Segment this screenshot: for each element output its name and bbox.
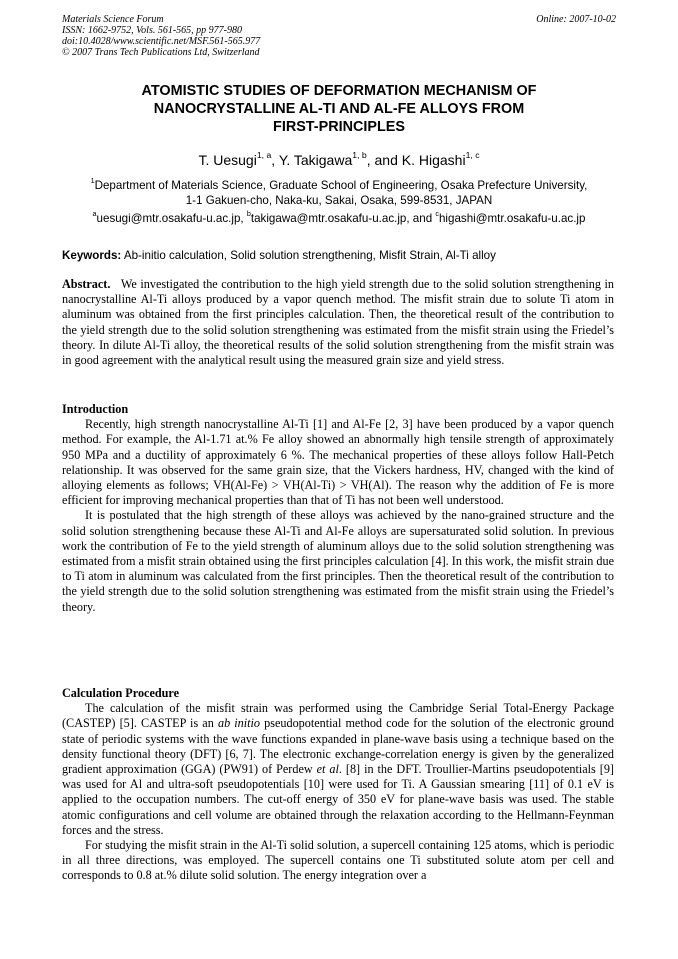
author-superscript: 1, b — [352, 150, 367, 161]
author-name: and K. Higashi — [374, 152, 466, 168]
email-superscript: c — [435, 209, 439, 219]
email-link[interactable]: uesugi@mtr.osakafu-u.ac.jp, — [96, 212, 244, 225]
affiliation-superscript: 1 — [90, 176, 95, 186]
introduction-section — [62, 402, 614, 615]
title-line-3: FIRST-PRINCIPLES — [273, 119, 405, 135]
affiliation-line-2: 1-1 Gakuen-cho, Naka-ku, Sakai, Osaka, 599-8531, JAPAN — [185, 194, 493, 207]
paragraph-text: The calculation of the misfit strain was performed using the Cambridge Serial Total-Energy Package (CASTEP) [5]. CASTEP is an — [62, 701, 614, 731]
affiliation-line-1: Department of Materials Science, Graduate School of Engineering, Osaka Prefecture University, — [94, 179, 588, 192]
author-name: Y. Takigawa — [278, 152, 353, 168]
title-line-1: ATOMISTIC STUDIES OF DEFORMATION MECHANISM OF — [141, 83, 537, 99]
section-heading: Introduction — [62, 402, 129, 416]
abstract-text: We investigated the contribution to the high yield strength due to the solid solution strengthening in nanocrystalline Al-Ti alloys produced by a vapor quench method. The misfit strain due to solute Ti atom in aluminum was obtained from the first principles calculation. Then, the theoretical result of the contribution to the yield strength due to the solid solution strengthening was estimated from the misfit strain using the Friedel’s theory. In dilute Al-Ti alloy, the theoretical results of the solid solution strengthening from the misfit strain was in good agreement with the analytical result using the measured grain size and yield stress. — [62, 277, 614, 368]
abstract-label: Abstract. — [62, 277, 111, 291]
paragraph: It is postulated that the high strength of these alloys was achieved by the nano-grained structure and the solid solution strengthening because these Al-Ti and Al-Fe alloys are supersaturated solid solution. In previous work the contribution of Fe to the yield strength of aluminum alloys due to the solid solution strengthening was estimated from a misfit strain obtained using the first principles calculation [4]. In this work, the misfit strain due to Ti atom in aluminum was calculated from the first principles. Then the theoretical result of the contribution to the yield strength due to the solid solution strengthening was estimated from the misfit strain using the Friedel’s theory. — [62, 508, 614, 614]
author-superscript: 1, c — [465, 150, 480, 161]
keywords-label: Keywords: — [62, 249, 122, 262]
paragraph — [62, 701, 614, 838]
keywords — [62, 248, 616, 263]
email-superscript: b — [246, 209, 251, 219]
emphasis-text: et al — [316, 762, 339, 777]
paragraph-text: . [8] in the DFT. Troullier-Martins pseudopotentials [9] was used for Al and ultra-soft pseudopotentials [10] were used for Ti. A Gaussian smearing [11] of 0.1 eV is applied to the occupation numbers. The cut-off energy of 350 eV for plane-wave basis was used. The stable atomic configurations and cell volume are obtained through the relaxation according to the Hellmann-Feynman forces and the stress. — [62, 762, 614, 837]
author-superscript: 1, a — [256, 150, 272, 161]
paper-title — [62, 82, 616, 136]
paragraph: Recently, high strength nanocrystalline Al-Ti [1] and Al-Fe [2, 3] have been produced by a vapor quench method. For example, the Al-1.71 at.% Fe alloy showed an abnormally high tensile strength of approximately 950 MPa and a ductility of approximately 6 %. The mechanical properties of these alloys follow Hall-Petch relationship. It was observed for the same grain size, that the Vickers hardness, HV, changed with the kind of alloying elements as follows; VH(Al-Fe) > VH(Al-Ti) > VH(Al). The reason why the addition of Fe is more efficient for improving mechanical properties than that of Ti has not been well understood. — [62, 417, 614, 508]
email-link[interactable]: higashi@mtr.osakafu-u.ac.jp — [438, 212, 586, 225]
journal-issn: ISSN: 1662-9752, Vols. 561-565, pp 977-980 — [62, 25, 242, 36]
journal-copyright: © 2007 Trans Tech Publications Ltd, Switzerland — [62, 47, 260, 58]
author-list: T. Uesugi$^{1, a}$, Y. Takigawa$^{1, b}$, and K. Higashi$^{1, c}$ — [198, 150, 480, 168]
email-superscript: a — [92, 209, 97, 219]
journal-name: Materials Science Forum — [62, 14, 164, 25]
author-name: T. Uesugi — [198, 152, 257, 168]
affiliation — [62, 178, 616, 208]
email-link[interactable]: takigawa@mtr.osakafu-u.ac.jp, and — [250, 212, 433, 225]
journal-doi: doi:10.4028/www.scientific.net/MSF.561-565.977 — [62, 36, 261, 47]
keywords-text: Ab-initio calculation, Solid solution strengthening, Misfit Strain, Al-Ti alloy — [123, 249, 496, 262]
title-line-2: NANOCRYSTALLINE AL-TI AND AL-FE ALLOYS FROM — [153, 101, 525, 117]
paragraph: For studying the misfit strain in the Al-Ti solid solution, a supercell containing 125 atoms, which is periodic in all three directions, was employed. The supercell contains one Ti substituted solute atom per cell and corresponds to 0.8 at.% dilute solid solution. The energy integration over a — [62, 838, 614, 883]
author-emails — [62, 211, 616, 226]
emphasis-text: ab initio — [217, 716, 261, 731]
paragraph-text: pseudopotential method code for the solution of the electronic ground state of periodic systems with the wave functions expanded in plane-wave basis using a technique based on the density functional theory (DFT) [6, 7]. The electronic exchange-correlation energy is given by the generalized gradient approximation (GGA) (PW91) of Perdew — [62, 716, 615, 777]
abstract-section — [62, 277, 614, 368]
section-heading: Calculation Procedure — [62, 686, 180, 700]
journal-header — [62, 14, 616, 58]
online-date: Online: 2007-10-02 — [536, 14, 616, 25]
calculation-section — [62, 686, 614, 884]
